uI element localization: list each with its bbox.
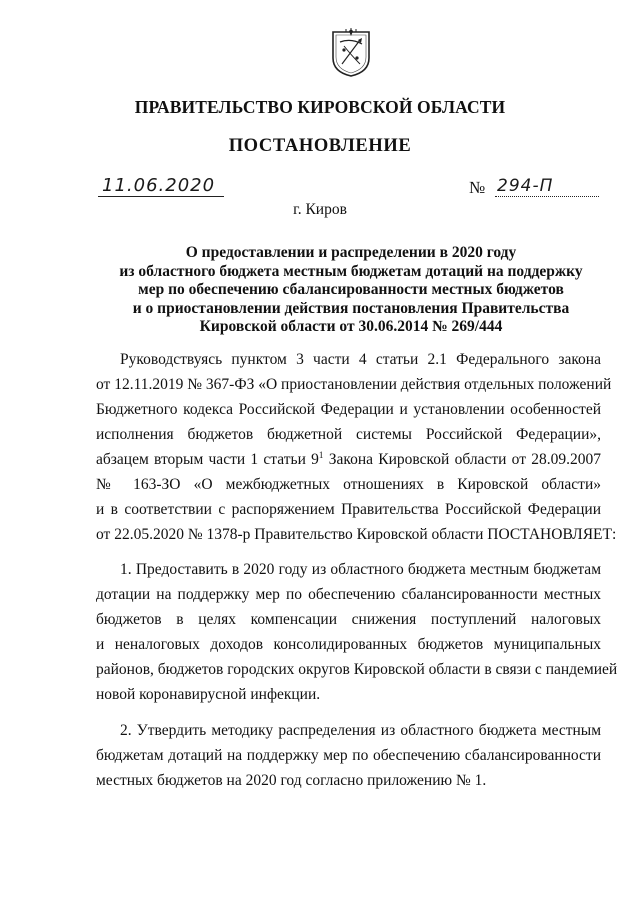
paragraph-line: 2. Утвердить методику распределения из областного бюджета местным — [120, 722, 601, 739]
document-number — [469, 176, 597, 198]
document-type: ПОСТАНОВЛЕНИЕ — [228, 136, 412, 156]
paragraph-line: от 22.05.2020 № 1378-р Правительство Кировской области ПОСТАНОВЛЯЕТ: — [96, 526, 617, 543]
paragraph-line: бюджетам дотаций на поддержку мер по обеспечению сбалансированности — [96, 747, 601, 764]
document-date: 11.06.2020 — [98, 176, 224, 197]
paragraph-line — [96, 447, 601, 472]
paragraph-line: районов, бюджетов городских округов Кировской области в связи с пандемией — [96, 661, 618, 678]
paragraph-line: исполнения бюджетов бюджетной системы Российской Федерации», — [96, 426, 601, 443]
subject-line: О предоставлении и распределении в 2020 году — [185, 244, 517, 261]
paragraph-line: местных бюджетов на 2020 год согласно приложению № 1. — [96, 772, 487, 789]
paragraph-line: Бюджетного кодекса Российской Федерации и установлении особенностей — [96, 401, 601, 418]
paragraph-line: 1. Предоставить в 2020 году из областного бюджета местным бюджетам — [120, 561, 601, 578]
subject-line: и о приостановлении действия постановления Правительства — [132, 299, 570, 317]
subject-line: Кировской области от 30.06.2014 № 269/444 — [199, 318, 503, 335]
kirov-coat-of-arms-icon — [330, 28, 372, 78]
line-part: Закона Кировской области от 28.09.2007 — [323, 451, 601, 468]
subject-line: мер по обеспечению сбалансированности местных бюджетов — [138, 281, 564, 298]
document-subject — [96, 244, 606, 337]
city-name: г. Киров — [293, 201, 347, 218]
number-value: 294-П — [495, 176, 599, 197]
line-part: абзацем вторым части 1 статьи 9 — [96, 451, 319, 468]
paragraph-line: от 12.11.2019 № 367-ФЗ «О приостановлении действия отдельных положений — [96, 376, 612, 393]
paragraph-line: бюджетов в целях компенсации снижения поступлений налоговых — [96, 611, 601, 628]
preamble-paragraph — [96, 347, 617, 547]
number-sign: № — [469, 178, 486, 197]
subject-line: из областного бюджета местным бюджетам дотаций на поддержку — [119, 262, 583, 280]
paragraph-line: и неналоговых доходов консолидированных бюджетов муниципальных — [96, 636, 601, 653]
clause-2-paragraph — [96, 718, 601, 793]
clause-1-paragraph — [96, 557, 618, 707]
government-title: ПРАВИТЕЛЬСТВО КИРОВСКОЙ ОБЛАСТИ — [134, 97, 506, 117]
paragraph-line: дотации на поддержку мер по обеспечению сбалансированности местных — [96, 586, 601, 603]
paragraph-line: № 163-ЗО «О межбюджетных отношениях в Кировской области» — [96, 476, 601, 493]
paragraph-line: и в соответствии с распоряжением Правительства Российской Федерации — [96, 501, 601, 518]
paragraph-line: Руководствуясь пунктом 3 части 4 статьи 2.1 Федерального закона — [120, 351, 601, 368]
superscript: 1 — [318, 450, 324, 460]
paragraph-line: новой коронавирусной инфекции. — [96, 686, 321, 703]
